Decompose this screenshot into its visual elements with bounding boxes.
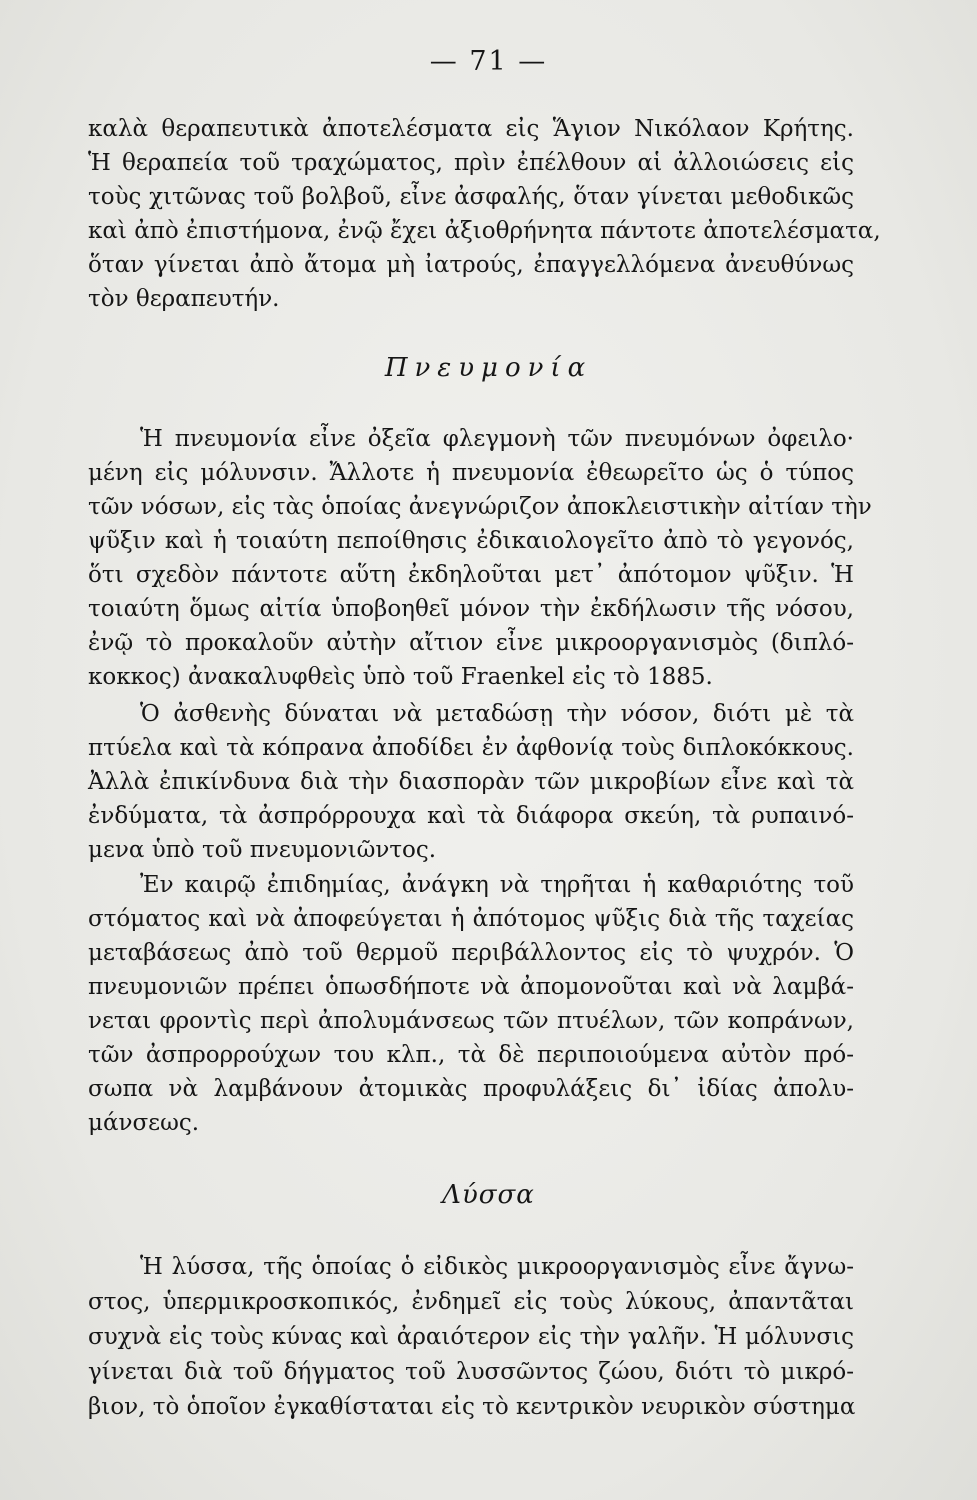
text-line: τοὺς χιτῶνας τοῦ βολβοῦ, εἶνε ἀσφαλής, ὅταν γίνεται μεθοδικῶς bbox=[88, 184, 854, 210]
text-line: τὸν θεραπευτήν. bbox=[88, 286, 280, 312]
text-line: Ἐν καιρῷ ἐπιδημίας, ἀνάγκη νὰ τηρῆται ἡ καθαριότης τοῦ bbox=[140, 872, 854, 898]
text-line: βιον, τὸ ὁποῖον ἐγκαθίσταται εἰς τὸ κεντρικὸν νευρικὸν σύστημα bbox=[88, 1394, 856, 1420]
text-line: μένη εἰς μόλυνσιν. Ἄλλοτε ἡ πνευμονία ἐθεωρεῖτο ὡς ὁ τύπος bbox=[88, 460, 854, 486]
text-line: τοιαύτη ὅμως αἰτία ὑποβοηθεῖ μόνον τὴν ἐκδήλωσιν τῆς νόσου, bbox=[88, 596, 854, 622]
text-line: Ἡ πνευμονία εἶνε ὀξεῖα φλεγμονὴ τῶν πνευμόνων ὀφειλο· bbox=[140, 426, 854, 452]
text-line: τῶν νόσων, εἰς τὰς ὁποίας ἀνεγνώριζον ἀποκλειστικὴν αἰτίαν τὴν bbox=[88, 494, 872, 520]
text-line: ἐνῷ τὸ προκαλοῦν αὐτὴν αἴτιον εἶνε μικροοργανισμὸς (διπλό- bbox=[88, 630, 854, 656]
text-line: γίνεται διὰ τοῦ δήγματος τοῦ λυσσῶντος ζώου, διότι τὸ μικρό- bbox=[88, 1359, 854, 1385]
text-line: συχνὰ εἰς τοὺς κύνας καὶ ἀραιότερον εἰς τὴν γαλῆν. Ἡ μόλυνσις bbox=[88, 1324, 854, 1350]
text-line: στος, ὑπερμικροσκοπικός, ἐνδημεῖ εἰς τοὺς λύκους, ἀπαντᾶται bbox=[88, 1289, 854, 1315]
text-line: Ἡ λύσσα, τῆς ὁποίας ὁ εἰδικὸς μικροοργανισμὸς εἶνε ἄγνω- bbox=[140, 1254, 854, 1280]
text-line: τῶν ἀσπρορρούχων του κλπ., τὰ δὲ περιποιούμενα αὐτὸν πρό- bbox=[88, 1042, 854, 1068]
text-line: μενα ὑπὸ τοῦ πνευμονιῶντος. bbox=[88, 837, 437, 863]
text-line: νεται φροντὶς περὶ ἀπολυμάνσεως τῶν πτυέλων, τῶν κοπράνων, bbox=[88, 1008, 854, 1034]
text-line: μάνσεως. bbox=[88, 1110, 200, 1136]
page-number: — 71 — bbox=[429, 46, 548, 77]
text-line: Ὁ ἀσθενὴς δύναται νὰ μεταδώσῃ τὴν νόσον, διότι μὲ τὰ bbox=[140, 701, 854, 727]
text-line: στόματος καὶ νὰ ἀποφεύγεται ἡ ἀπότομος ψῦξις διὰ τῆς ταχείας bbox=[88, 906, 854, 932]
section-heading-rabies: Λύσσα bbox=[442, 1180, 535, 1210]
text-line: μεταβάσεως ἀπὸ τοῦ θερμοῦ περιβάλλοντος εἰς τὸ ψυχρόν. Ὁ bbox=[88, 940, 854, 966]
text-line: κοκκος) ἀνακαλυφθεὶς ὑπὸ τοῦ Fraenkel εἰς τὸ 1885. bbox=[88, 664, 713, 690]
text-line: ἐνδύματα, τὰ ἀσπρόρρουχα καὶ τὰ διάφορα σκεύη, τὰ ρυπαινό- bbox=[88, 803, 854, 829]
text-line: σωπα νὰ λαμβάνουν ἀτομικὰς προφυλάξεις δι᾽ ἰδίας ἀπολυ- bbox=[88, 1076, 854, 1102]
text-line: ψῦξιν καὶ ἡ τοιαύτη πεποίθησις ἐδικαιολογεῖτο ἀπὸ τὸ γεγονός, bbox=[88, 528, 854, 554]
section-heading-pneumonia: Πνευμονία bbox=[384, 353, 593, 383]
text-line: Ἀλλὰ ἐπικίνδυνα διὰ τὴν διασπορὰν τῶν μικροβίων εἶνε καὶ τὰ bbox=[88, 769, 854, 795]
text-line: καὶ ἀπὸ ἐπιστήμονα, ἐνῷ ἔχει ἀξιοθρήνητα πάντοτε ἀποτελέσματα, bbox=[88, 218, 881, 244]
text-line: Ἡ θεραπεία τοῦ τραχώματος, πρὶν ἐπέλθουν αἱ ἀλλοιώσεις εἰς bbox=[88, 150, 854, 176]
text-line: καλὰ θεραπευτικὰ ἀποτελέσματα εἰς Ἅγιον Νικόλαον Κρήτης. bbox=[88, 116, 854, 142]
text-line: πνευμονιῶν πρέπει ὁπωσδήποτε νὰ ἀπομονοῦται καὶ νὰ λαμβά- bbox=[88, 974, 854, 1000]
text-line: ὅταν γίνεται ἀπὸ ἄτομα μὴ ἰατρούς, ἐπαγγελλόμενα ἀνευθύνως bbox=[88, 252, 854, 278]
text-line: ὅτι σχεδὸν πάντοτε αὕτη ἐκδηλοῦται μετ᾽ ἀπότομον ψῦξιν. Ἡ bbox=[88, 562, 854, 588]
text-line: πτύελα καὶ τὰ κόπρανα ἀποδίδει ἐν ἀφθονίᾳ τοὺς διπλοκόκκους. bbox=[88, 735, 854, 761]
